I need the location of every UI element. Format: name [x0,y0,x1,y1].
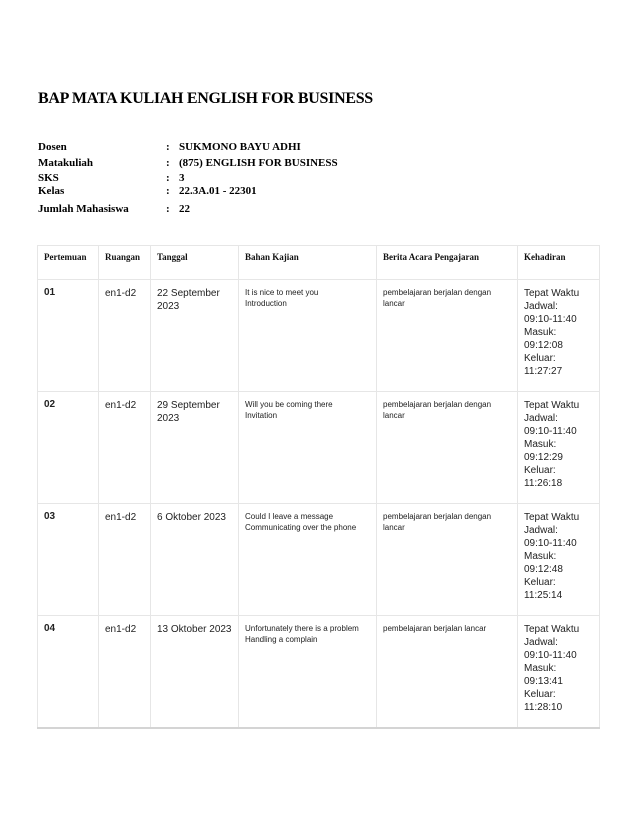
check-in-label: Masuk: [524,663,557,674]
check-out-time: 11:28:10 [524,702,563,713]
room: en1-d2 [99,504,151,616]
check-in-time: 09:13:41 [524,676,563,687]
check-out-time: 11:27:27 [524,366,563,377]
schedule-label: Jadwal: [524,413,558,424]
meeting-number: 03 [38,504,99,616]
material-topic: Could I leave a message [245,512,334,521]
info-value: 22.3A.01 - 22301 [179,185,257,197]
check-out-label: Keluar: [524,577,556,588]
schedule-time: 09:10-11:40 [524,650,577,661]
check-in-label: Masuk: [524,439,557,450]
info-separator: : [166,156,170,169]
check-out-label: Keluar: [524,689,556,700]
meeting-number: 01 [38,280,99,392]
material-subtopic: Handling a complain [245,635,318,644]
material [239,504,377,616]
attendance-status: Tepat Waktu [524,400,580,411]
info-value: (875) ENGLISH FOR BUSINESS [179,156,338,169]
check-in-time: 09:12:29 [524,452,563,463]
info-value: 3 [179,172,185,184]
schedule-label: Jadwal: [524,637,558,648]
attendance-status: Tepat Waktu [524,288,580,299]
material [239,392,377,504]
attendance [518,504,600,616]
col-header-material: Bahan Kajian [239,246,377,280]
teaching-report: pembelajaran berjalan dengan lancar [377,280,518,392]
teaching-log-table [37,245,600,729]
material [239,280,377,392]
check-out-time: 11:25:14 [524,590,563,601]
attendance-status: Tepat Waktu [524,512,580,523]
room: en1-d2 [99,280,151,392]
room: en1-d2 [99,392,151,504]
check-in-time: 09:12:48 [524,564,563,575]
table-row [38,616,600,729]
col-header-room: Ruangan [99,246,151,280]
date: 13 Oktober 2023 [151,616,239,729]
teaching-report: pembelajaran berjalan dengan lancar [377,392,518,504]
check-in-label: Masuk: [524,551,557,562]
table-row [38,280,600,392]
attendance-status: Tepat Waktu [524,624,580,635]
attendance [518,280,600,392]
info-label: SKS [38,172,59,184]
date: 29 September 2023 [151,392,239,504]
teaching-report: pembelajaran berjalan dengan lancar [377,504,518,616]
material-topic: Unfortunately there is a problem [245,624,359,633]
date: 6 Oktober 2023 [151,504,239,616]
schedule-time: 09:10-11:40 [524,426,577,437]
col-header-meeting: Pertemuan [38,246,99,280]
check-out-time: 11:26:18 [524,478,563,489]
schedule-label: Jadwal: [524,301,558,312]
attendance [518,392,600,504]
document-title: BAP MATA KULIAH ENGLISH FOR BUSINESS [38,90,373,107]
check-in-time: 09:12:08 [524,340,563,351]
schedule-label: Jadwal: [524,525,558,536]
schedule-time: 09:10-11:40 [524,538,577,549]
info-separator: : [166,185,170,197]
check-out-label: Keluar: [524,465,556,476]
col-header-attendance: Kehadiran [518,246,600,280]
info-label: Jumlah Mahasiswa [38,203,129,215]
info-separator: : [166,172,170,184]
table-row [38,392,600,504]
material-subtopic: Introduction [245,299,287,308]
check-out-label: Keluar: [524,353,556,364]
info-label: Kelas [38,185,65,197]
col-header-date: Tanggal [151,246,239,280]
meeting-number: 04 [38,616,99,729]
teaching-report: pembelajaran berjalan lancar [377,616,518,729]
material [239,616,377,729]
info-label: Matakuliah [38,156,94,169]
table-row [38,504,600,616]
material-topic: Will you be coming there [245,400,333,409]
col-header-teaching-report: Berita Acara Pengajaran [377,246,518,280]
attendance [518,616,600,729]
info-value: SUKMONO BAYU ADHI [179,141,301,153]
material-subtopic: Invitation [245,411,278,420]
room: en1-d2 [99,616,151,729]
date: 22 September 2023 [151,280,239,392]
info-separator: : [166,203,170,215]
table-header-row [38,246,600,280]
info-separator: : [166,141,170,153]
info-value: 22 [179,203,190,215]
check-in-label: Masuk: [524,327,557,338]
meeting-number: 02 [38,392,99,504]
schedule-time: 09:10-11:40 [524,314,577,325]
info-label: Dosen [38,141,67,153]
material-topic: It is nice to meet you [245,288,319,297]
material-subtopic: Communicating over the phone [245,523,357,532]
